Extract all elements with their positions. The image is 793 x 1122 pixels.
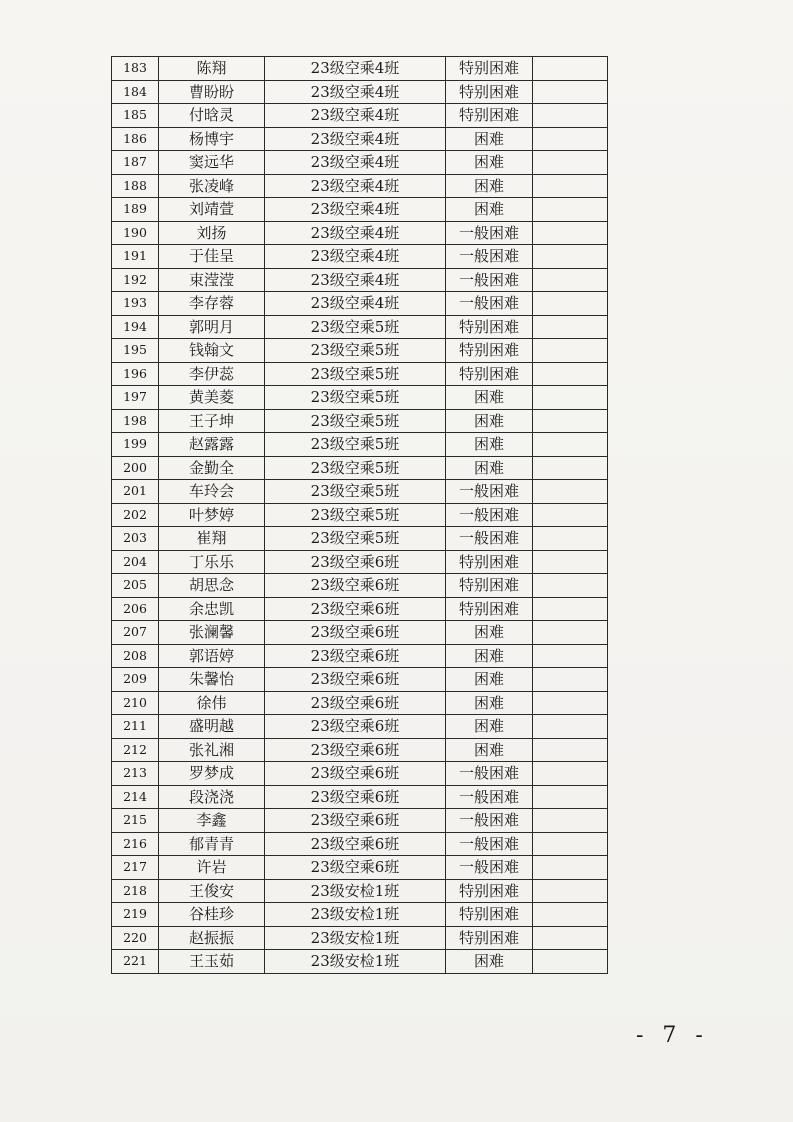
student-name-cell: 朱馨怡 <box>159 668 265 692</box>
row-number-cell: 210 <box>112 691 159 715</box>
class-cell: 23级空乘6班 <box>265 785 446 809</box>
hardship-level-cell: 困难 <box>446 174 533 198</box>
row-number-cell: 213 <box>112 762 159 786</box>
note-cell <box>533 339 608 363</box>
hardship-level-cell: 一般困难 <box>446 762 533 786</box>
row-number-cell: 200 <box>112 456 159 480</box>
table-row <box>112 738 608 762</box>
row-number-cell: 212 <box>112 738 159 762</box>
class-cell: 23级空乘5班 <box>265 456 446 480</box>
class-cell: 23级空乘6班 <box>265 574 446 598</box>
class-cell: 23级安检1班 <box>265 950 446 974</box>
student-name-cell: 赵露露 <box>159 433 265 457</box>
hardship-level-cell: 一般困难 <box>446 527 533 551</box>
row-number-cell: 219 <box>112 903 159 927</box>
class-cell: 23级空乘5班 <box>265 503 446 527</box>
table-row <box>112 691 608 715</box>
note-cell <box>533 597 608 621</box>
row-number-cell: 185 <box>112 104 159 128</box>
hardship-level-cell: 特别困难 <box>446 80 533 104</box>
class-cell: 23级空乘6班 <box>265 738 446 762</box>
note-cell <box>533 221 608 245</box>
table-row <box>112 151 608 175</box>
hardship-level-cell: 一般困难 <box>446 292 533 316</box>
hardship-level-cell: 困难 <box>446 668 533 692</box>
row-number-cell: 194 <box>112 315 159 339</box>
row-number-cell: 188 <box>112 174 159 198</box>
note-cell <box>533 691 608 715</box>
table-row <box>112 480 608 504</box>
table-row <box>112 292 608 316</box>
row-number-cell: 218 <box>112 879 159 903</box>
hardship-level-cell: 特别困难 <box>446 362 533 386</box>
table-row <box>112 198 608 222</box>
class-cell: 23级空乘5班 <box>265 362 446 386</box>
student-name-cell: 盛明越 <box>159 715 265 739</box>
class-cell: 23级空乘4班 <box>265 104 446 128</box>
row-number-cell: 221 <box>112 950 159 974</box>
table-row <box>112 950 608 974</box>
note-cell <box>533 809 608 833</box>
table-row <box>112 856 608 880</box>
row-number-cell: 207 <box>112 621 159 645</box>
student-name-cell: 窦远华 <box>159 151 265 175</box>
roster-table-body <box>112 57 608 974</box>
note-cell <box>533 621 608 645</box>
class-cell: 23级空乘4班 <box>265 151 446 175</box>
class-cell: 23级空乘4班 <box>265 221 446 245</box>
note-cell <box>533 433 608 457</box>
note-cell <box>533 762 608 786</box>
student-name-cell: 段浇浇 <box>159 785 265 809</box>
class-cell: 23级空乘6班 <box>265 691 446 715</box>
student-name-cell: 罗梦成 <box>159 762 265 786</box>
row-number-cell: 187 <box>112 151 159 175</box>
table-row <box>112 715 608 739</box>
class-cell: 23级空乘5班 <box>265 315 446 339</box>
hardship-level-cell: 一般困难 <box>446 856 533 880</box>
student-name-cell: 王玉茹 <box>159 950 265 974</box>
table-row <box>112 104 608 128</box>
row-number-cell: 205 <box>112 574 159 598</box>
hardship-level-cell: 一般困难 <box>446 809 533 833</box>
row-number-cell: 197 <box>112 386 159 410</box>
student-name-cell: 刘靖萱 <box>159 198 265 222</box>
row-number-cell: 195 <box>112 339 159 363</box>
student-name-cell: 杨博宇 <box>159 127 265 151</box>
class-cell: 23级空乘6班 <box>265 715 446 739</box>
table-row <box>112 785 608 809</box>
table-row <box>112 550 608 574</box>
row-number-cell: 183 <box>112 57 159 81</box>
table-row <box>112 621 608 645</box>
hardship-level-cell: 特别困难 <box>446 903 533 927</box>
class-cell: 23级空乘5班 <box>265 480 446 504</box>
row-number-cell: 215 <box>112 809 159 833</box>
class-cell: 23级空乘6班 <box>265 856 446 880</box>
student-name-cell: 许岩 <box>159 856 265 880</box>
student-name-cell: 王子坤 <box>159 409 265 433</box>
note-cell <box>533 926 608 950</box>
student-name-cell: 陈翔 <box>159 57 265 81</box>
note-cell <box>533 127 608 151</box>
student-name-cell: 黄美菱 <box>159 386 265 410</box>
note-cell <box>533 668 608 692</box>
class-cell: 23级空乘4班 <box>265 198 446 222</box>
row-number-cell: 189 <box>112 198 159 222</box>
table-row <box>112 926 608 950</box>
note-cell <box>533 104 608 128</box>
student-name-cell: 丁乐乐 <box>159 550 265 574</box>
student-name-cell: 张凌峰 <box>159 174 265 198</box>
class-cell: 23级空乘6班 <box>265 809 446 833</box>
note-cell <box>533 879 608 903</box>
student-name-cell: 张澜馨 <box>159 621 265 645</box>
row-number-cell: 209 <box>112 668 159 692</box>
class-cell: 23级空乘4班 <box>265 127 446 151</box>
student-name-cell: 郁青青 <box>159 832 265 856</box>
row-number-cell: 192 <box>112 268 159 292</box>
table-row <box>112 503 608 527</box>
class-cell: 23级空乘5班 <box>265 527 446 551</box>
table-row <box>112 574 608 598</box>
hardship-level-cell: 困难 <box>446 433 533 457</box>
row-number-cell: 196 <box>112 362 159 386</box>
student-name-cell: 张礼湘 <box>159 738 265 762</box>
class-cell: 23级空乘5班 <box>265 409 446 433</box>
hardship-level-cell: 困难 <box>446 151 533 175</box>
student-name-cell: 束滢滢 <box>159 268 265 292</box>
row-number-cell: 184 <box>112 80 159 104</box>
class-cell: 23级空乘6班 <box>265 644 446 668</box>
note-cell <box>533 57 608 81</box>
table-row <box>112 245 608 269</box>
note-cell <box>533 950 608 974</box>
table-row <box>112 527 608 551</box>
row-number-cell: 199 <box>112 433 159 457</box>
student-name-cell: 余忠凯 <box>159 597 265 621</box>
note-cell <box>533 644 608 668</box>
note-cell <box>533 785 608 809</box>
note-cell <box>533 245 608 269</box>
table-row <box>112 456 608 480</box>
student-name-cell: 叶梦婷 <box>159 503 265 527</box>
student-name-cell: 徐伟 <box>159 691 265 715</box>
class-cell: 23级空乘5班 <box>265 386 446 410</box>
table-row <box>112 409 608 433</box>
table-row <box>112 879 608 903</box>
hardship-level-cell: 特别困难 <box>446 926 533 950</box>
student-name-cell: 于佳呈 <box>159 245 265 269</box>
class-cell: 23级空乘4班 <box>265 80 446 104</box>
table-row <box>112 80 608 104</box>
hardship-level-cell: 一般困难 <box>446 480 533 504</box>
hardship-level-cell: 特别困难 <box>446 597 533 621</box>
hardship-level-cell: 特别困难 <box>446 879 533 903</box>
class-cell: 23级空乘5班 <box>265 433 446 457</box>
table-row <box>112 57 608 81</box>
class-cell: 23级空乘6班 <box>265 597 446 621</box>
note-cell <box>533 856 608 880</box>
row-number-cell: 186 <box>112 127 159 151</box>
note-cell <box>533 292 608 316</box>
table-row <box>112 339 608 363</box>
hardship-level-cell: 特别困难 <box>446 57 533 81</box>
table-row <box>112 903 608 927</box>
hardship-level-cell: 特别困难 <box>446 574 533 598</box>
hardship-level-cell: 困难 <box>446 198 533 222</box>
row-number-cell: 208 <box>112 644 159 668</box>
class-cell: 23级空乘4班 <box>265 268 446 292</box>
table-row <box>112 127 608 151</box>
table-row <box>112 221 608 245</box>
student-name-cell: 金勤全 <box>159 456 265 480</box>
note-cell <box>533 151 608 175</box>
hardship-level-cell: 一般困难 <box>446 245 533 269</box>
hardship-level-cell: 困难 <box>446 950 533 974</box>
table-row <box>112 644 608 668</box>
class-cell: 23级安检1班 <box>265 903 446 927</box>
note-cell <box>533 832 608 856</box>
note-cell <box>533 456 608 480</box>
hardship-level-cell: 特别困难 <box>446 339 533 363</box>
note-cell <box>533 738 608 762</box>
class-cell: 23级空乘6班 <box>265 762 446 786</box>
row-number-cell: 190 <box>112 221 159 245</box>
student-name-cell: 谷桂珍 <box>159 903 265 927</box>
row-number-cell: 214 <box>112 785 159 809</box>
row-number-cell: 191 <box>112 245 159 269</box>
page-number: - 7 - <box>636 1023 709 1048</box>
note-cell <box>533 527 608 551</box>
note-cell <box>533 715 608 739</box>
note-cell <box>533 315 608 339</box>
note-cell <box>533 409 608 433</box>
table-row <box>112 315 608 339</box>
hardship-level-cell: 一般困难 <box>446 221 533 245</box>
note-cell <box>533 550 608 574</box>
note-cell <box>533 174 608 198</box>
class-cell: 23级空乘5班 <box>265 339 446 363</box>
class-cell: 23级空乘6班 <box>265 621 446 645</box>
class-cell: 23级空乘4班 <box>265 174 446 198</box>
note-cell <box>533 362 608 386</box>
hardship-level-cell: 一般困难 <box>446 268 533 292</box>
student-roster-table <box>111 56 608 974</box>
table-row <box>112 268 608 292</box>
student-name-cell: 郭明月 <box>159 315 265 339</box>
note-cell <box>533 480 608 504</box>
hardship-level-cell: 特别困难 <box>446 104 533 128</box>
row-number-cell: 202 <box>112 503 159 527</box>
row-number-cell: 203 <box>112 527 159 551</box>
class-cell: 23级空乘4班 <box>265 57 446 81</box>
student-name-cell: 刘扬 <box>159 221 265 245</box>
table-row <box>112 668 608 692</box>
hardship-level-cell: 困难 <box>446 691 533 715</box>
class-cell: 23级空乘6班 <box>265 668 446 692</box>
table-row <box>112 809 608 833</box>
student-name-cell: 胡思念 <box>159 574 265 598</box>
hardship-level-cell: 困难 <box>446 409 533 433</box>
table-row <box>112 762 608 786</box>
row-number-cell: 193 <box>112 292 159 316</box>
hardship-level-cell: 特别困难 <box>446 315 533 339</box>
hardship-level-cell: 困难 <box>446 738 533 762</box>
hardship-level-cell: 特别困难 <box>446 550 533 574</box>
hardship-level-cell: 困难 <box>446 644 533 668</box>
hardship-level-cell: 一般困难 <box>446 832 533 856</box>
student-name-cell: 付晗灵 <box>159 104 265 128</box>
class-cell: 23级安检1班 <box>265 926 446 950</box>
note-cell <box>533 268 608 292</box>
hardship-level-cell: 困难 <box>446 386 533 410</box>
student-name-cell: 王俊安 <box>159 879 265 903</box>
hardship-level-cell: 困难 <box>446 715 533 739</box>
student-name-cell: 郭语婷 <box>159 644 265 668</box>
hardship-level-cell: 一般困难 <box>446 785 533 809</box>
row-number-cell: 217 <box>112 856 159 880</box>
student-name-cell: 李存蓉 <box>159 292 265 316</box>
class-cell: 23级空乘6班 <box>265 832 446 856</box>
note-cell <box>533 503 608 527</box>
table-row <box>112 386 608 410</box>
row-number-cell: 206 <box>112 597 159 621</box>
hardship-level-cell: 困难 <box>446 456 533 480</box>
student-name-cell: 曹盼盼 <box>159 80 265 104</box>
student-name-cell: 李鑫 <box>159 809 265 833</box>
note-cell <box>533 903 608 927</box>
row-number-cell: 220 <box>112 926 159 950</box>
class-cell: 23级安检1班 <box>265 879 446 903</box>
note-cell <box>533 80 608 104</box>
table-row <box>112 597 608 621</box>
table-row <box>112 832 608 856</box>
student-name-cell: 赵振振 <box>159 926 265 950</box>
class-cell: 23级空乘4班 <box>265 292 446 316</box>
row-number-cell: 216 <box>112 832 159 856</box>
class-cell: 23级空乘6班 <box>265 550 446 574</box>
hardship-level-cell: 困难 <box>446 621 533 645</box>
class-cell: 23级空乘4班 <box>265 245 446 269</box>
student-name-cell: 李伊蕊 <box>159 362 265 386</box>
table-row <box>112 174 608 198</box>
student-name-cell: 崔翔 <box>159 527 265 551</box>
student-name-cell: 钱翰文 <box>159 339 265 363</box>
row-number-cell: 204 <box>112 550 159 574</box>
row-number-cell: 211 <box>112 715 159 739</box>
row-number-cell: 201 <box>112 480 159 504</box>
hardship-level-cell: 一般困难 <box>446 503 533 527</box>
note-cell <box>533 198 608 222</box>
note-cell <box>533 386 608 410</box>
row-number-cell: 198 <box>112 409 159 433</box>
student-name-cell: 车玲会 <box>159 480 265 504</box>
hardship-level-cell: 困难 <box>446 127 533 151</box>
table-row <box>112 362 608 386</box>
note-cell <box>533 574 608 598</box>
table-row <box>112 433 608 457</box>
